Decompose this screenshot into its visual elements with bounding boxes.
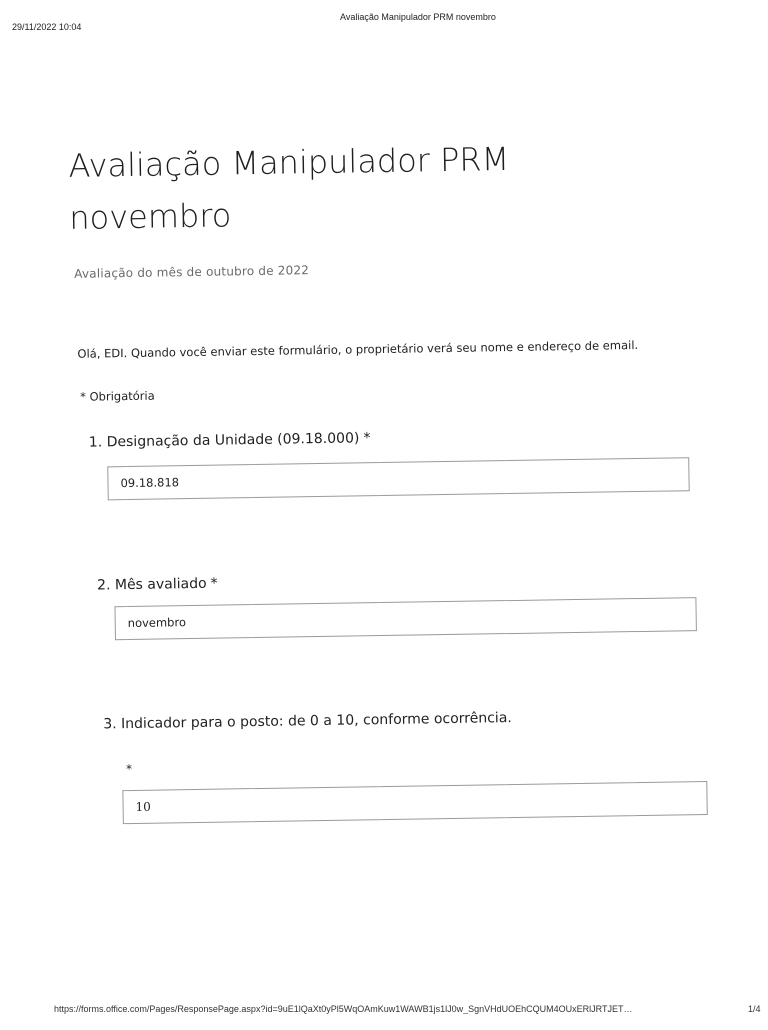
print-title: Avaliação Manipulador PRM novembro (340, 12, 496, 22)
respondent-notice: Olá, EDI. Quando você enviar este formulário, o proprietário verá seu nome e endereço de email. (77, 337, 639, 361)
question-1-label: 1. Designação da Unidade (09.18.000) (88, 430, 360, 451)
required-note: * Obrigatória (80, 388, 155, 404)
required-star: * (363, 430, 371, 447)
print-footer-url: https://forms.office.com/Pages/ResponsePage.aspx?id=9uE1lQaXt0yPl5WqOAmKuw1WAWB1js1lJ0w_SgnVHdUOEhCQUM4OUxERlJRTJET… (54, 1004, 633, 1014)
print-datetime: 29/11/2022 10:04 (12, 22, 82, 32)
question-2 (97, 576, 218, 594)
question-2-label: 2. Mês avaliado (96, 575, 207, 594)
required-star: * (125, 761, 133, 777)
form-subtitle: Avaliação do mês de outubro de 2022 (74, 263, 310, 281)
page-number: 1/4 (748, 1004, 761, 1014)
question-2-answer[interactable]: novembro (114, 597, 696, 640)
question-3-label: 3. Indicador para o posto: de 0 a 10, conforme ocorrência. (103, 710, 512, 733)
question-3 (103, 710, 512, 732)
question-1-answer[interactable]: 09.18.818 (107, 457, 689, 500)
form-title: Avaliação Manipulador PRM novembro (68, 139, 510, 237)
required-star: * (210, 575, 218, 592)
question-3-answer[interactable]: 10 (122, 781, 707, 824)
question-1 (89, 430, 371, 450)
